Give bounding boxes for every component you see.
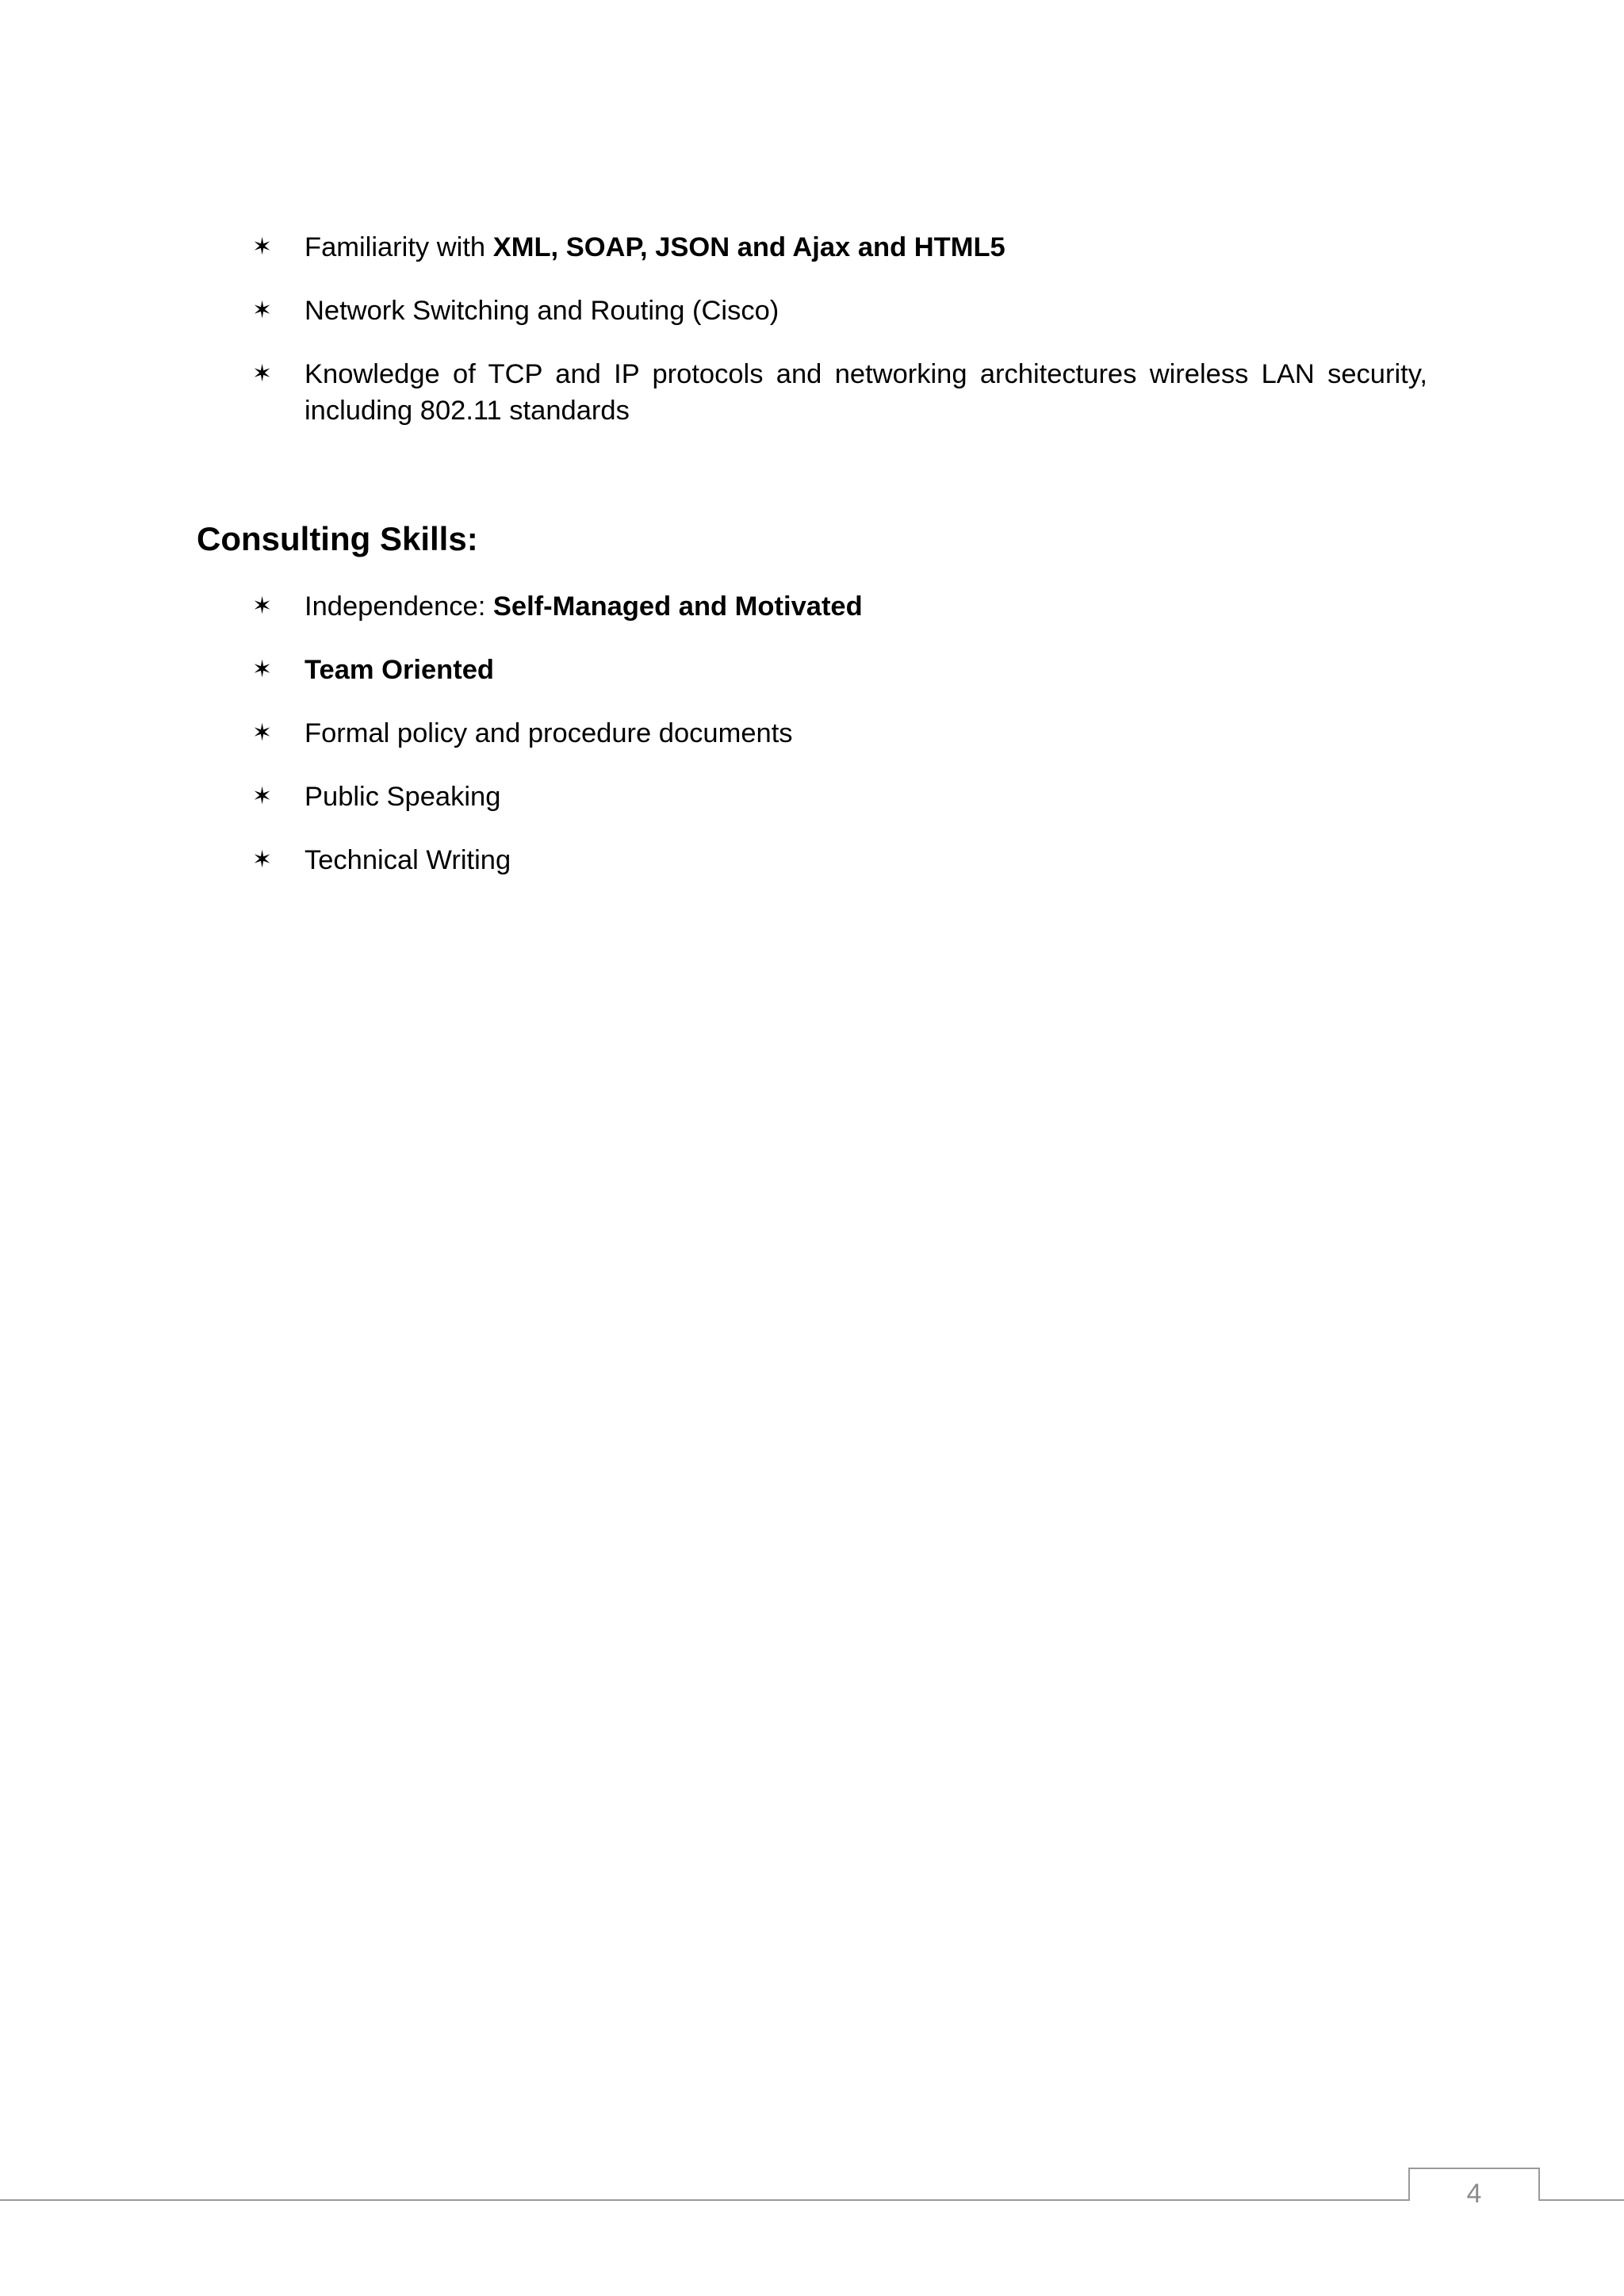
consulting-skills-heading: Consulting Skills: — [197, 520, 478, 557]
list-item — [252, 356, 1427, 429]
technical-skills-list — [252, 229, 1427, 429]
list-item-text: Network Switching and Routing (Cisco) — [304, 296, 779, 326]
list-item-text: Familiarity with — [304, 232, 493, 262]
list-item — [252, 229, 1427, 266]
list-item-text: Technical Writing — [304, 845, 511, 875]
star-bullet-icon: ✶ — [252, 720, 273, 746]
list-item-text: Public Speaking — [304, 782, 501, 812]
list-item — [252, 652, 1427, 688]
list-item — [252, 779, 1427, 815]
list-item — [252, 842, 1427, 878]
list-item-text: Formal policy and procedure documents — [304, 718, 793, 748]
star-bullet-icon: ✶ — [252, 783, 273, 809]
star-bullet-icon: ✶ — [252, 847, 273, 873]
footer-rule — [0, 2199, 1624, 2201]
list-item-text: Knowledge of TCP and IP protocols and networking architectures wireless LAN security, including 802.11 standards — [304, 359, 1427, 426]
list-item-bold-text: Team Oriented — [304, 655, 495, 685]
star-bullet-icon: ✶ — [252, 297, 273, 323]
list-item — [252, 715, 1427, 752]
list-item — [252, 588, 1427, 625]
list-item-bold-text: XML, SOAP, JSON and Ajax and HTML5 — [492, 232, 1005, 262]
consulting-skills-list — [252, 588, 1427, 878]
page-number: 4 — [1466, 2179, 1482, 2209]
list-item-text: Independence: — [304, 591, 493, 622]
star-bullet-icon: ✶ — [252, 656, 273, 683]
star-bullet-icon: ✶ — [252, 361, 273, 387]
list-item — [252, 293, 1427, 329]
star-bullet-icon: ✶ — [252, 234, 273, 260]
list-item-bold-text: Self-Managed and Motivated — [492, 591, 863, 622]
star-bullet-icon: ✶ — [252, 593, 273, 619]
